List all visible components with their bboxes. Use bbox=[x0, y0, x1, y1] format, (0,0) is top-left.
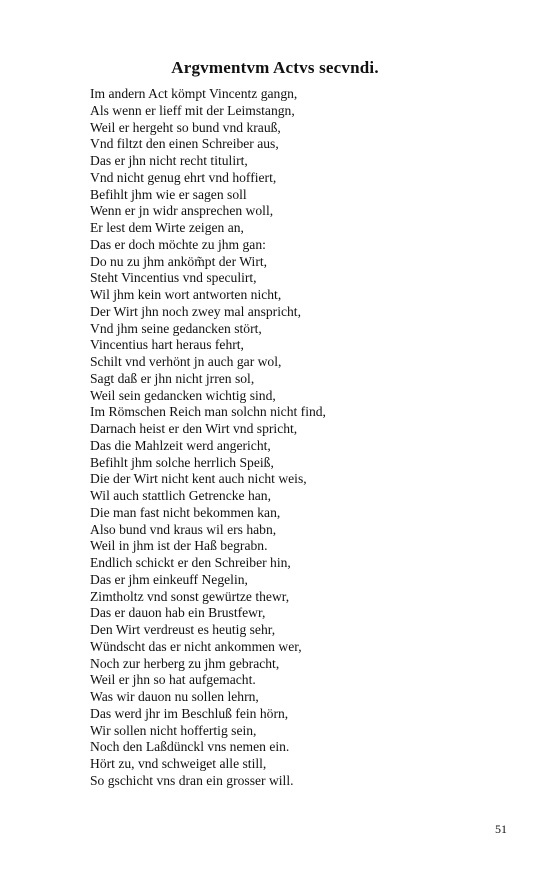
verse-line: Die der Wirt nicht kent auch nicht weis, bbox=[90, 471, 307, 487]
verse-line: Schilt vnd verhönt jn auch gar wol, bbox=[90, 354, 282, 369]
verse-line: Was wir dauon nu sollen lehrn, bbox=[90, 689, 259, 704]
verse-line: Wenn er jn widr ansprechen woll, bbox=[90, 203, 274, 219]
verse-line: Wil jhm kein wort antworten nicht, bbox=[90, 287, 282, 302]
verse-line: Vnd jhm seine gedancken stört, bbox=[90, 320, 262, 336]
verse-line: Weil in jhm ist der Haß begrabn. bbox=[90, 538, 268, 554]
verse-line: Das er jhn nicht recht titulirt, bbox=[90, 153, 248, 168]
verse-line: Das er doch möchte zu jhm gan: bbox=[90, 236, 266, 252]
verse-line: Das werd jhr im Beschluß fein hörn, bbox=[90, 705, 289, 721]
verse-line: Vnd filtzt den einen Schreiber aus, bbox=[90, 136, 279, 152]
verse-line: Das die Mahlzeit werd angericht, bbox=[90, 437, 271, 453]
verse-line: Im andern Act kömpt Vincentz gangn, bbox=[90, 86, 298, 101]
verse-line: Vincentius hart heraus fehrt, bbox=[90, 337, 244, 353]
verse-line: Noch den Laßdünckl vns nemen ein. bbox=[90, 739, 290, 755]
verse-line: Als wenn er lieff mit der Leimstangn, bbox=[90, 102, 295, 118]
verse-line: Darnach heist er den Wirt vnd spricht, bbox=[90, 421, 298, 436]
act-heading: Argvmentvm Actvs secvndi. bbox=[171, 58, 379, 77]
verse-line: Das er jhm einkeuff Negelin, bbox=[90, 571, 248, 587]
verse-line: Die man fast nicht bekommen kan, bbox=[90, 504, 281, 520]
verse-line: Weil sein gedancken wichtig sind, bbox=[90, 387, 276, 403]
verse-line: Wündscht das er nicht ankommen wer, bbox=[90, 638, 302, 654]
verse-line: Endlich schickt er den Schreiber hin, bbox=[90, 555, 291, 570]
verse-line: Vnd nicht genug ehrt vnd hoffiert, bbox=[90, 169, 277, 185]
verse-line: Im Römschen Reich man solchn nicht find, bbox=[90, 404, 326, 420]
verse-line: Noch zur herberg zu jhm gebracht, bbox=[90, 655, 280, 671]
verse-line: Wil auch stattlich Getrencke han, bbox=[90, 488, 272, 503]
verse-line: Das er dauon hab ein Brustfewr, bbox=[90, 605, 266, 621]
verse-line: Befihlt jhm solche herrlich Speiß, bbox=[90, 454, 274, 470]
verse-line: Weil er hergeht so bund vnd krauß, bbox=[90, 119, 281, 135]
verse-block bbox=[90, 86, 510, 790]
verse-line: So gschicht vns dran ein grosser will. bbox=[90, 772, 294, 788]
verse-line: Sagt daß er jhn nicht jrren sol, bbox=[90, 370, 255, 386]
verse-line: Wir sollen nicht hoffertig sein, bbox=[90, 722, 257, 738]
verse-line: Zimtholtz vnd sonst gewürtze thewr, bbox=[90, 588, 290, 604]
verse-line: Er lest dem Wirte zeigen an, bbox=[90, 220, 244, 235]
verse-line: Hört zu, vnd schweiget alle still, bbox=[90, 756, 267, 771]
verse-line: Also bund vnd kraus wil ers habn, bbox=[90, 521, 277, 537]
verse-line: Befihlt jhm wie er sagen soll bbox=[90, 186, 247, 202]
verse-line: Steht Vincentius vnd speculirt, bbox=[90, 270, 257, 286]
verse-line: Do nu zu jhm anköm̃pt der Wirt, bbox=[90, 253, 268, 269]
page-number: 51 bbox=[495, 822, 507, 836]
verse-line: Der Wirt jhn noch zwey mal anspricht, bbox=[90, 303, 301, 319]
verse-line: Weil er jhn so hat aufgemacht. bbox=[90, 672, 256, 688]
verse-line: Den Wirt verdreust es heutig sehr, bbox=[90, 622, 276, 637]
